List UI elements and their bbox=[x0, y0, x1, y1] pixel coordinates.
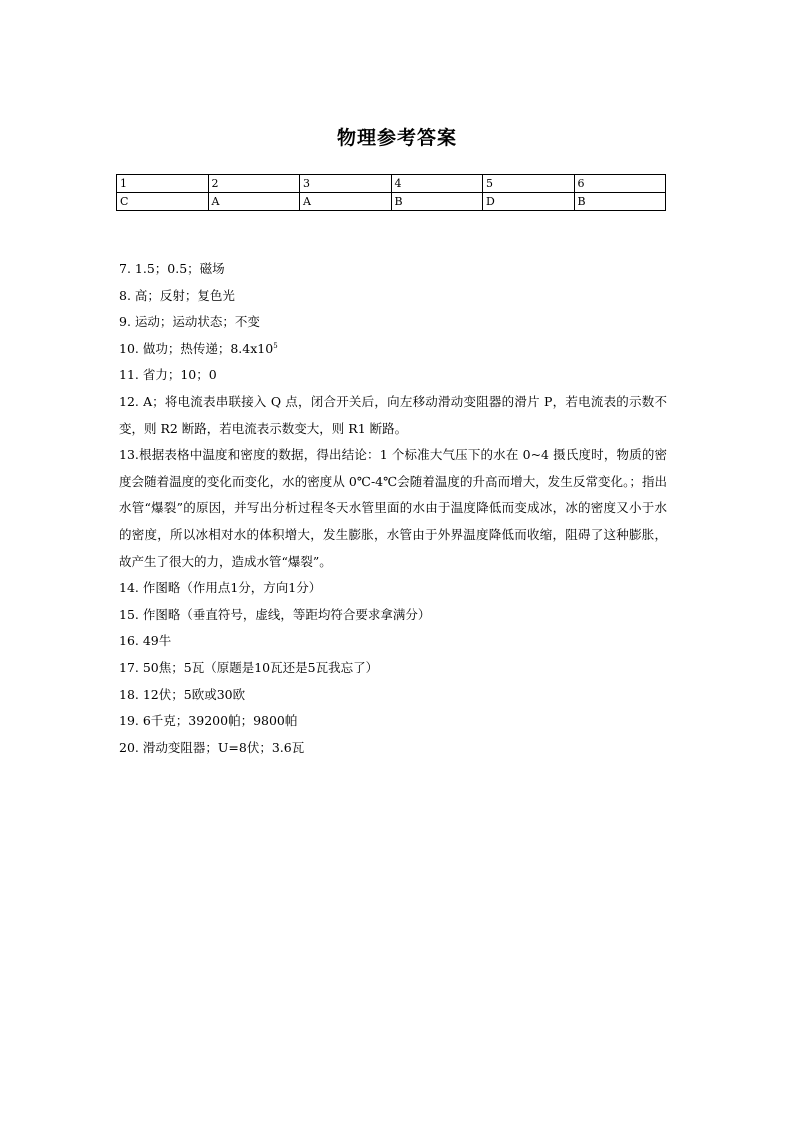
answer-20: 20. 滑动变阻器；U=8伏；3.6瓦 bbox=[119, 739, 305, 755]
table-cell: D bbox=[483, 193, 575, 211]
answer-18: 18. 12伏；5欧或30欧 bbox=[119, 686, 246, 702]
answer-8: 8. 高；反射；复色光 bbox=[119, 287, 235, 303]
answer-19: 19. 6千克；39200帕；9800帕 bbox=[119, 713, 298, 729]
answer-9: 9. 运动；运动状态；不变 bbox=[119, 314, 260, 330]
answer-7: 7. 1.5；0.5；磁场 bbox=[119, 261, 225, 276]
answer-10-exponent: 5 bbox=[273, 341, 278, 350]
table-cell: 2 bbox=[208, 175, 300, 193]
answer-table bbox=[116, 174, 666, 211]
table-cell: 4 bbox=[391, 175, 483, 193]
table-row-answers bbox=[117, 193, 666, 211]
answer-15: 15. 作图略（垂直符号，虚线，等距均符合要求拿满分） bbox=[119, 606, 431, 622]
answer-10 bbox=[119, 336, 667, 363]
answer-list bbox=[119, 256, 667, 761]
answer-11: 11. 省力；10；0 bbox=[119, 367, 217, 383]
table-cell: B bbox=[391, 193, 483, 211]
table-cell: C bbox=[117, 193, 209, 211]
answer-12: 12. A；将电流表串联接入 Q 点，闭合开关后，向左移动滑动变阻器的滑片 P，若电流表的示数不变，则 R2 断路，若电流表示数变大，则 R1 断路。 bbox=[119, 393, 667, 436]
table-cell: 1 bbox=[117, 175, 209, 193]
answer-16: 16. 49牛 bbox=[119, 633, 172, 649]
table-cell: 3 bbox=[300, 175, 392, 193]
answer-13: 13.根据表格中温度和密度的数据，得出结论：1 个标准大气压下的水在 0~4 摄氏度时，物质的密度会随着温度的变化而变化，水的密度从 0℃-4℃会随着温度的升高而增大，发生反常变化。；指出水管“爆裂”的原因，并写出分析过程冬天水管里面的水由于温度降低而变成冰，冰的密度又小于水的密度，所以冰相对水的体积增大，发生膨胀，水管由于外界温度降低而收缩，阻碍了这种膨胀，故产生了很大的力，造成水管“爆裂”。 bbox=[119, 447, 667, 569]
table-cell: A bbox=[208, 193, 300, 211]
page-title: 物理参考答案 bbox=[336, 127, 457, 149]
table-cell: A bbox=[300, 193, 392, 211]
table-cell: 6 bbox=[574, 175, 666, 193]
table-row-numbers bbox=[117, 175, 666, 193]
table-cell: 5 bbox=[483, 175, 575, 193]
answer-17: 17. 50焦；5瓦（原题是10瓦还是5瓦我忘了） bbox=[119, 659, 379, 675]
answer-10-text: 10. 做功；热传递；8.4x10 bbox=[119, 340, 274, 356]
table-cell: B bbox=[574, 193, 666, 211]
answer-14: 14. 作图略（作用点1分，方向1分） bbox=[119, 580, 322, 596]
